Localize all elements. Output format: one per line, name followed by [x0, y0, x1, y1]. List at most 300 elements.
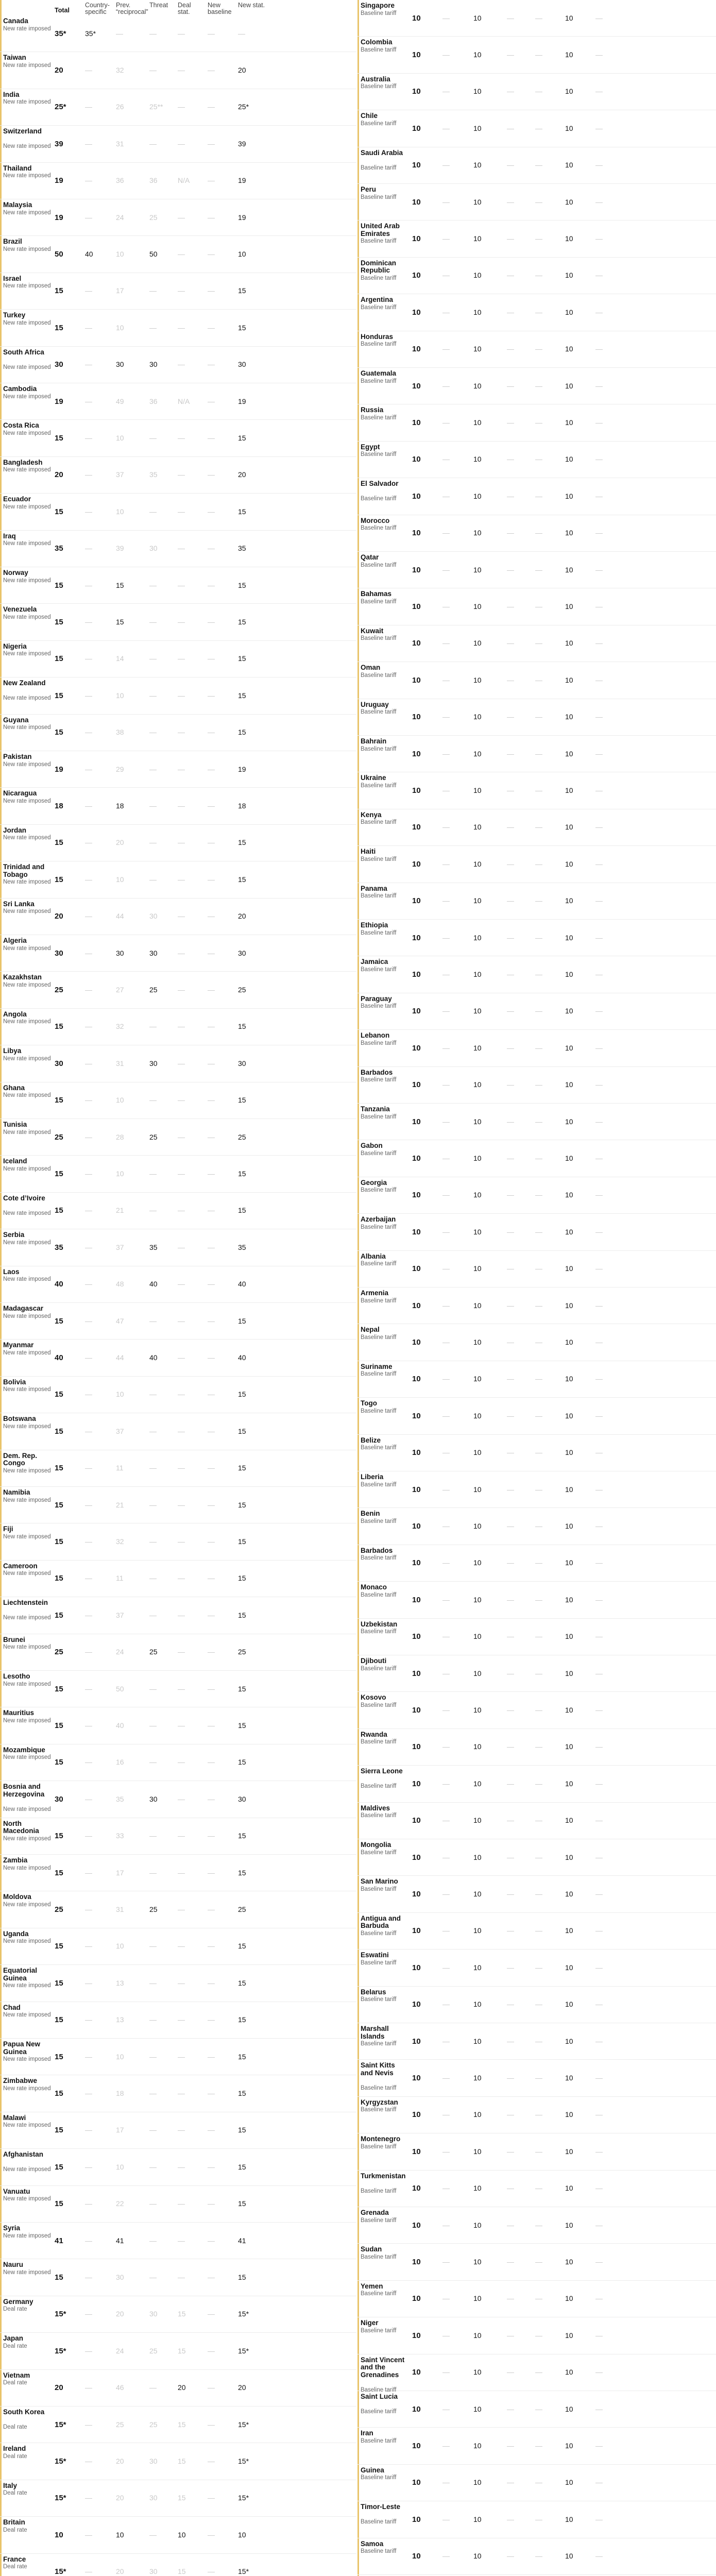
rate-value: 25 — [149, 1648, 158, 1656]
rate-value: — — [442, 1227, 450, 1236]
table-row — [357, 956, 716, 993]
rate-value: — — [85, 691, 92, 700]
rate-value: — — [535, 2404, 542, 2413]
table-row — [357, 37, 716, 73]
rate-status: New rate imposed — [3, 1835, 51, 1842]
table-row — [0, 15, 356, 52]
rate-value: — — [208, 2052, 215, 2061]
rate-value: 41 — [116, 2236, 124, 2245]
rate-value: — — [149, 581, 157, 589]
rate-value: 15* — [238, 2457, 249, 2466]
rate-value: 25 — [238, 1648, 246, 1656]
rate-value: — — [507, 675, 514, 684]
rate-value: 10 — [565, 1007, 573, 1015]
table-row — [0, 347, 356, 383]
rate-value: — — [507, 529, 514, 537]
rate-value: 20 — [238, 66, 246, 75]
rate-value: — — [442, 970, 450, 979]
rate-value: — — [442, 234, 450, 243]
rate-status: New rate imposed — [3, 1497, 51, 1503]
rate-value: — — [149, 1170, 157, 1178]
rate-value: 15* — [238, 2310, 249, 2318]
rate-value: — — [595, 1926, 603, 1935]
rate-value: — — [178, 838, 185, 847]
rate-value: — — [442, 859, 450, 868]
rate-value: — — [507, 639, 514, 648]
rate-status: Baseline tariff — [361, 275, 397, 281]
rate-value: — — [85, 2015, 92, 2024]
table-row — [0, 2296, 356, 2333]
total-value: 10 — [412, 87, 421, 96]
country-name: Colombia — [361, 38, 393, 46]
total-value: 20 — [55, 2383, 63, 2393]
table-row — [0, 531, 356, 567]
rate-value: 15 — [178, 2310, 186, 2318]
rate-value: — — [85, 507, 92, 516]
rate-value: — — [535, 675, 542, 684]
rate-value: 33 — [116, 1832, 124, 1840]
rate-value: — — [535, 1117, 542, 1126]
total-value: 18 — [55, 802, 63, 811]
rate-value: — — [149, 1390, 157, 1399]
rate-value: 10 — [473, 786, 482, 795]
rate-value: — — [85, 2273, 92, 2282]
table-row — [357, 74, 716, 110]
table-row — [0, 604, 356, 640]
rate-value: 10 — [178, 2530, 186, 2539]
rate-status: Baseline tariff — [361, 1261, 397, 1267]
rate-value: — — [85, 1574, 92, 1583]
total-value: 10 — [55, 2530, 63, 2539]
country-name: Peru — [361, 185, 377, 193]
rate-value: — — [208, 1096, 215, 1105]
rate-value: — — [442, 2258, 450, 2266]
rate-value: — — [595, 1632, 603, 1641]
rate-value: — — [208, 912, 215, 921]
rate-value: 10 — [565, 2074, 573, 2082]
total-value: 10 — [412, 2184, 421, 2193]
table-row — [0, 1634, 356, 1671]
rate-status: Baseline tariff — [361, 2437, 397, 2444]
country-name: Thailand — [3, 164, 32, 172]
rate-value: 15 — [238, 1832, 246, 1840]
rate-value: — — [149, 1500, 157, 1509]
rate-value: — — [149, 618, 157, 626]
rate-value: — — [535, 2110, 542, 2119]
rate-value: 21 — [116, 1500, 124, 1509]
table-row — [357, 2354, 716, 2391]
rate-status: Baseline tariff — [361, 745, 397, 752]
table-row — [357, 2207, 716, 2244]
rate-value: 10 — [116, 323, 124, 332]
table-row — [0, 825, 356, 861]
rate-value: — — [595, 565, 603, 574]
rate-value: — — [178, 2236, 185, 2245]
rate-value: 17 — [116, 1868, 124, 1877]
rate-value: — — [208, 618, 215, 626]
table-row — [357, 883, 716, 920]
table-row — [0, 1156, 356, 1192]
rate-value: — — [178, 1500, 185, 1509]
table-row — [0, 1523, 356, 1560]
rate-value: — — [178, 544, 185, 553]
rate-value: 17 — [116, 2126, 124, 2134]
rate-status: New rate imposed — [3, 2122, 51, 2129]
rate-value: — — [595, 1890, 603, 1899]
total-value: 15 — [55, 1390, 63, 1399]
rate-value: 10 — [565, 308, 573, 316]
rate-value: — — [85, 360, 92, 369]
rate-value: — — [178, 1096, 185, 1105]
rate-status: Baseline tariff — [361, 304, 397, 311]
rate-value: 10 — [565, 13, 573, 22]
rate-value: 10 — [473, 1926, 482, 1935]
rate-value: — — [85, 875, 92, 884]
rate-value: — — [507, 1779, 514, 1788]
rate-status: New rate imposed — [3, 651, 51, 657]
rate-value: — — [85, 103, 92, 111]
rate-value: — — [442, 1264, 450, 1273]
country-name: Botswana — [3, 1415, 36, 1423]
rate-value: — — [535, 13, 542, 22]
total-value: 15* — [55, 2310, 66, 2319]
rate-value: 31 — [116, 1059, 124, 1067]
rate-status: New rate imposed — [3, 1533, 51, 1540]
rate-value: — — [149, 728, 157, 737]
country-name: Bahrain — [361, 737, 387, 745]
rate-value: 25 — [149, 986, 158, 994]
country-name: North Macedonia — [3, 1819, 39, 1835]
rate-value: — — [507, 455, 514, 464]
rate-value: 37 — [116, 1427, 124, 1435]
rate-status: Baseline tariff — [361, 194, 397, 200]
total-value: 10 — [412, 1411, 421, 1420]
rate-status: Baseline tariff — [361, 1224, 397, 1230]
rate-value: — — [442, 1485, 450, 1494]
total-value: 15* — [55, 2420, 66, 2429]
rate-value: — — [208, 286, 215, 295]
total-value: 10 — [412, 345, 421, 354]
table-row — [0, 751, 356, 788]
rate-value: 10 — [473, 308, 482, 316]
rate-value: — — [442, 529, 450, 537]
rate-value: — — [442, 1816, 450, 1825]
table-row — [357, 478, 716, 515]
table-row — [357, 2428, 716, 2464]
rate-value: — — [178, 1022, 185, 1031]
total-value: 10 — [412, 1375, 421, 1384]
country-name: South Korea — [3, 2408, 45, 2416]
rate-value: 10 — [473, 197, 482, 206]
rate-value: — — [208, 1170, 215, 1178]
total-value: 15 — [55, 434, 63, 443]
rate-value: 10 — [473, 1411, 482, 1420]
rate-status: New rate imposed — [3, 1570, 51, 1577]
total-value: 10 — [412, 2037, 421, 2046]
table-row — [357, 1655, 716, 1692]
rate-value: 10 — [473, 2515, 482, 2523]
rate-value: N/A — [178, 397, 190, 405]
country-name: Papua New Guinea — [3, 2040, 41, 2056]
rate-value: — — [149, 1022, 157, 1031]
total-value: 10 — [412, 2552, 421, 2561]
rate-value: — — [507, 1558, 514, 1567]
rate-value: 10 — [565, 1375, 573, 1383]
total-value: 15 — [55, 581, 63, 590]
table-row — [357, 993, 716, 1030]
rate-value: 10 — [473, 1669, 482, 1677]
rate-value: 15 — [238, 2162, 246, 2171]
rate-status: Deal rate — [3, 2453, 27, 2460]
rate-value: 10 — [473, 1301, 482, 1310]
rate-value: — — [507, 2037, 514, 2045]
total-value: 20 — [55, 470, 63, 480]
total-value: 10 — [412, 1890, 421, 1899]
rate-value: 15 — [238, 654, 246, 663]
rate-value: — — [535, 492, 542, 500]
table-row — [0, 457, 356, 494]
rate-value: — — [208, 728, 215, 737]
country-name: Libya — [3, 1047, 22, 1055]
rate-value: 10 — [565, 1742, 573, 1751]
table-row — [0, 899, 356, 935]
rate-value: — — [208, 1464, 215, 1472]
table-row — [0, 1561, 356, 1597]
rate-value: — — [208, 1537, 215, 1546]
rate-value: 10 — [473, 1742, 482, 1751]
rate-value: 10 — [116, 1942, 124, 1951]
rate-value: 10 — [473, 639, 482, 648]
table-row — [0, 383, 356, 420]
rate-value: — — [507, 1301, 514, 1310]
rate-value: 15 — [238, 1942, 246, 1951]
rate-value: — — [208, 986, 215, 994]
rate-value: — — [507, 1448, 514, 1457]
rate-status: New rate imposed — [3, 503, 51, 510]
rate-value: — — [595, 2221, 603, 2229]
rate-value: — — [208, 1721, 215, 1730]
rate-value: 15 — [178, 2346, 186, 2355]
rate-value: — — [208, 1390, 215, 1399]
table-row — [0, 1781, 356, 1818]
rate-value: 40 — [85, 250, 93, 259]
total-value: 10 — [412, 1227, 421, 1236]
total-value: 15 — [55, 1684, 63, 1693]
rate-value: — — [507, 1411, 514, 1420]
rate-status: New rate imposed — [3, 99, 51, 106]
rate-status: New rate imposed — [3, 798, 51, 804]
rate-value: — — [178, 1611, 185, 1619]
rate-value: 10 — [116, 1170, 124, 1178]
table-row — [0, 52, 356, 89]
rate-value: 14 — [116, 654, 124, 663]
rate-value: — — [595, 1227, 603, 1236]
table-row — [357, 920, 716, 956]
rate-value: 20 — [116, 2310, 124, 2318]
rate-value: — — [595, 1411, 603, 1420]
rate-value: 10 — [473, 1485, 482, 1494]
rate-value: 36 — [116, 176, 124, 185]
rate-status: New rate imposed — [3, 1901, 51, 1908]
rate-value: 25** — [149, 103, 163, 111]
rate-value: 30 — [116, 2273, 124, 2282]
rate-value: 10 — [473, 970, 482, 979]
rate-value: 15 — [238, 618, 246, 626]
rate-value: 10 — [473, 13, 482, 22]
table-row — [357, 1729, 716, 1766]
rate-value: — — [208, 66, 215, 75]
rate-value: — — [442, 933, 450, 942]
rate-value: — — [85, 1868, 92, 1877]
rate-value: — — [208, 1059, 215, 1067]
rate-value: 15 — [116, 618, 124, 626]
table-row — [0, 2333, 356, 2369]
rate-value: — — [595, 124, 603, 132]
rate-value: — — [208, 1280, 215, 1289]
rate-value: — — [442, 2000, 450, 2009]
rate-value: 15 — [238, 1978, 246, 1987]
rate-value: 25 — [149, 1132, 158, 1141]
rate-status: Baseline tariff — [361, 1996, 397, 2003]
table-right-section — [357, 0, 716, 2576]
rate-value: 10 — [565, 271, 573, 280]
rate-value: — — [442, 1411, 450, 1420]
table-row — [0, 2186, 356, 2223]
rate-status: Deal rate — [3, 2490, 27, 2497]
rate-value: 10 — [473, 1154, 482, 1163]
rate-status: Baseline tariff — [361, 1187, 397, 1194]
rate-value: 10 — [565, 1816, 573, 1825]
table-row — [0, 1928, 356, 1965]
column-headers — [0, 0, 356, 15]
rate-value: 10 — [473, 2552, 482, 2561]
total-value: 15 — [55, 2015, 63, 2025]
rate-value: — — [208, 1022, 215, 1031]
table-row — [357, 1839, 716, 1876]
rate-value: 15 — [238, 1427, 246, 1435]
rate-value: 20 — [116, 2567, 124, 2576]
rate-value: — — [85, 2310, 92, 2318]
rate-value: — — [149, 2126, 157, 2134]
rate-value: 10 — [565, 50, 573, 59]
rate-status: Baseline tariff — [361, 1629, 397, 1635]
rate-value: 10 — [565, 1264, 573, 1273]
rate-value: — — [85, 986, 92, 994]
rate-status: Baseline tariff — [361, 1812, 397, 1819]
country-name: Tunisia — [3, 1121, 27, 1128]
rate-value: 10 — [116, 1096, 124, 1105]
rate-status: New rate imposed — [3, 1313, 51, 1319]
rate-status: Baseline tariff — [361, 1702, 397, 1708]
rate-value: 15 — [238, 1574, 246, 1583]
rate-value: — — [595, 2515, 603, 2523]
table-row — [357, 736, 716, 772]
rate-value: 36 — [149, 397, 158, 405]
country-name: Dominican Republic — [361, 259, 397, 275]
rate-value: 25 — [149, 1905, 158, 1914]
rate-status: New rate imposed — [3, 1092, 51, 1099]
rate-value: — — [535, 1043, 542, 1052]
rate-value: 10 — [565, 1706, 573, 1715]
rate-value: — — [149, 1096, 157, 1105]
rate-value: — — [595, 1117, 603, 1126]
rate-value: — — [85, 1206, 92, 1215]
rate-value: — — [442, 2552, 450, 2561]
country-name: Monaco — [361, 1583, 387, 1591]
country-name: Syria — [3, 2224, 21, 2232]
rate-value: 15 — [178, 2567, 186, 2576]
table-row — [357, 1950, 716, 1986]
rate-value: — — [178, 1280, 185, 1289]
total-value: 10 — [412, 1264, 421, 1274]
rate-value: — — [535, 1779, 542, 1788]
rate-status: Baseline tariff — [361, 1518, 397, 1524]
country-name: Myanmar — [3, 1341, 34, 1349]
rate-value: — — [535, 823, 542, 832]
rate-value: — — [208, 1243, 215, 1251]
rate-status: Baseline tariff — [361, 1739, 397, 1745]
rate-value: — — [208, 250, 215, 259]
rate-value: — — [595, 1154, 603, 1163]
rate-value: — — [535, 1227, 542, 1236]
rate-status: Baseline tariff — [361, 1930, 397, 1937]
rate-status: New rate imposed — [3, 2269, 51, 2276]
country-name: Barbados — [361, 1068, 393, 1076]
rate-value: — — [442, 1301, 450, 1310]
country-name: Norway — [3, 569, 28, 577]
total-value: 10 — [412, 2294, 421, 2303]
rate-status: Baseline tariff — [361, 2143, 397, 2150]
total-value: 15 — [55, 875, 63, 884]
rate-value: 15 — [238, 2199, 246, 2208]
country-name: Equatorial Guinea — [3, 1967, 38, 1982]
rate-value: 30 — [238, 1059, 246, 1067]
rate-value: — — [149, 838, 157, 847]
rate-value: — — [85, 1648, 92, 1656]
rate-status: Baseline tariff — [361, 598, 397, 605]
rate-status: Baseline tariff — [361, 1445, 397, 1451]
rate-value: — — [442, 2515, 450, 2523]
rate-value: 10 — [473, 1338, 482, 1347]
rate-value: — — [507, 1080, 514, 1089]
rate-value: 10 — [565, 234, 573, 243]
rate-value: 15 — [238, 1022, 246, 1031]
total-value: 10 — [412, 1448, 421, 1458]
rate-value: — — [507, 1963, 514, 1972]
rate-status: New rate imposed — [3, 2085, 51, 2092]
rate-status: New rate imposed — [3, 430, 51, 436]
rate-value: — — [85, 1243, 92, 1251]
country-name: Fiji — [3, 1525, 13, 1533]
rate-value: — — [208, 1758, 215, 1767]
rate-value: 30 — [238, 1794, 246, 1803]
table-row — [0, 273, 356, 310]
rate-value: — — [178, 2089, 185, 2098]
rate-value: — — [535, 2294, 542, 2303]
rate-value: 18 — [116, 2089, 124, 2098]
rate-value: — — [442, 2442, 450, 2450]
rate-value: — — [178, 1574, 185, 1583]
rate-status: New rate imposed — [3, 393, 51, 400]
total-value: 15* — [55, 2494, 66, 2503]
rate-value: 10 — [473, 1264, 482, 1273]
table-row — [0, 861, 356, 898]
rate-status: Baseline tariff — [361, 1334, 397, 1341]
rate-value: — — [116, 29, 123, 38]
rate-value: — — [442, 492, 450, 500]
rate-value: — — [208, 2530, 215, 2539]
rate-status: Baseline tariff — [361, 451, 397, 458]
